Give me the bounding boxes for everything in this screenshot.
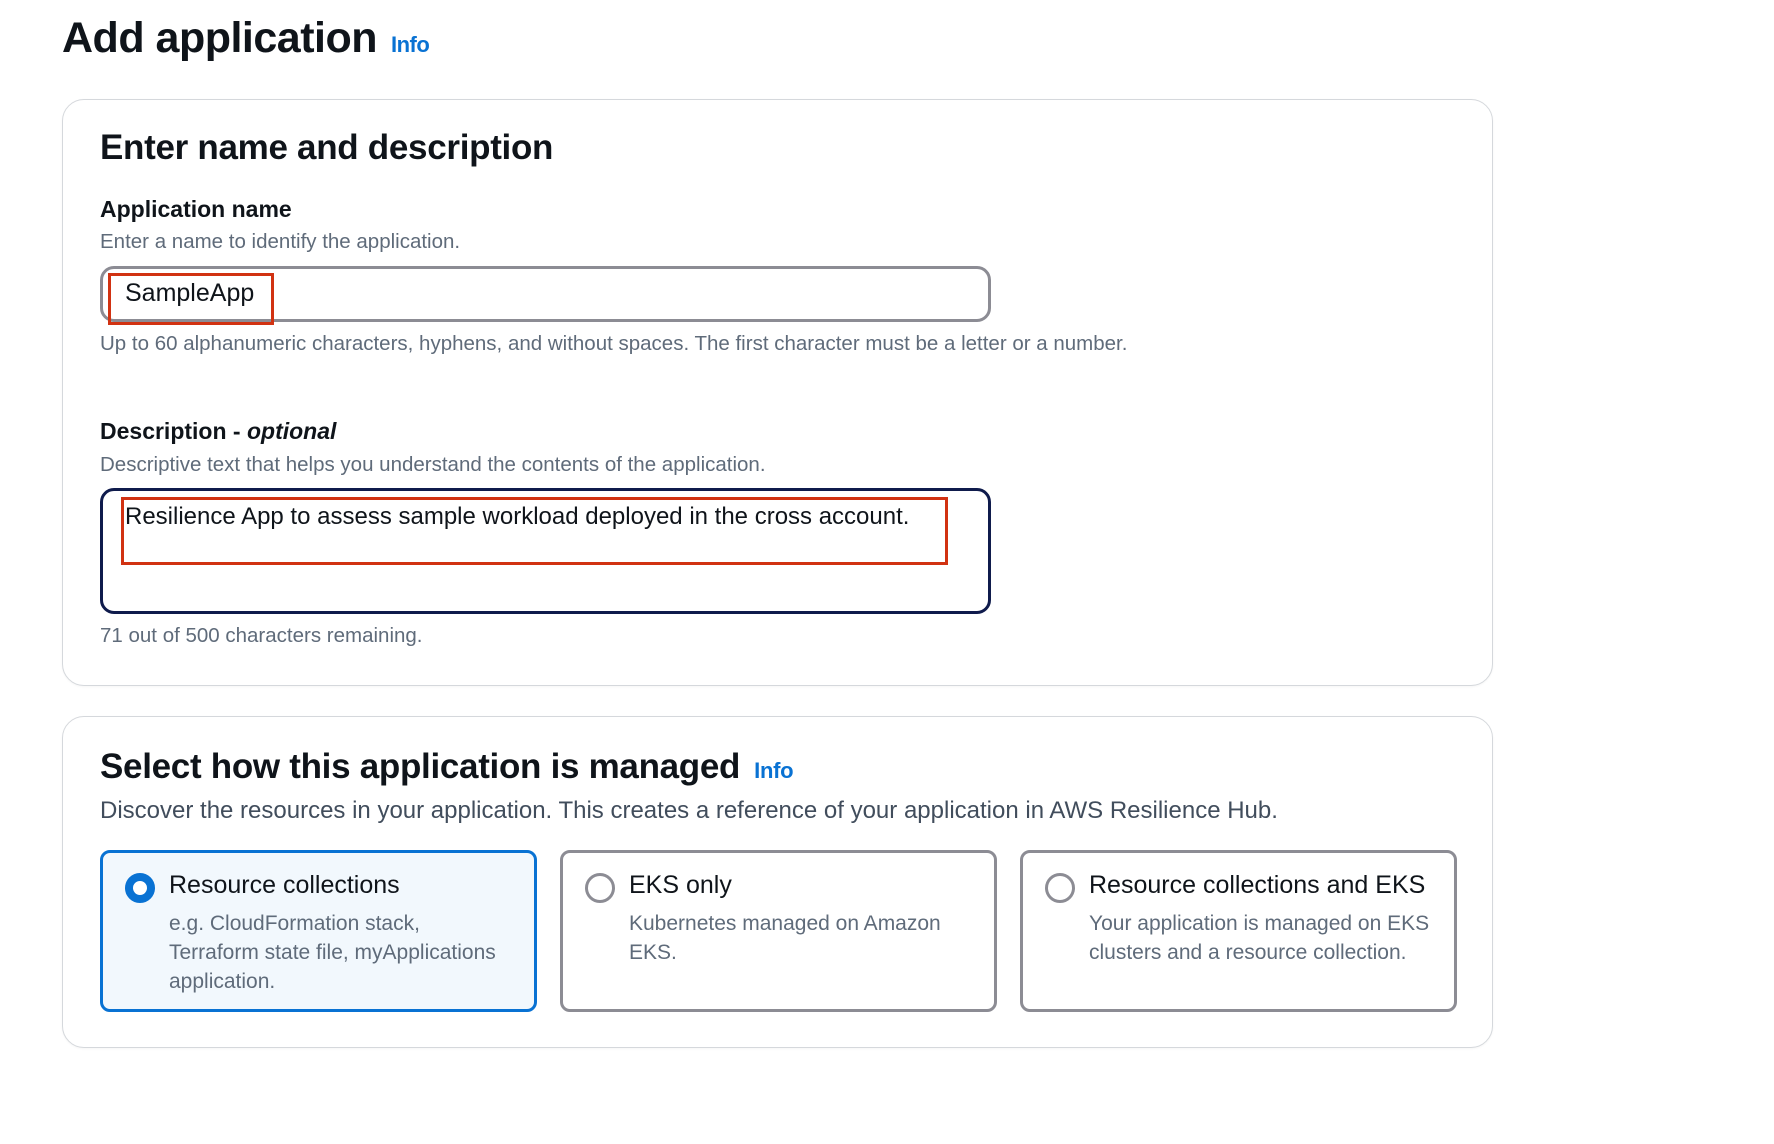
option-description: Your application is managed on EKS clusters and a resource collection. (1089, 912, 1430, 964)
character-counter: 71 out of 500 characters remaining. (100, 624, 423, 647)
radio-icon[interactable] (585, 873, 615, 903)
option-title: Resource collections and EKS (1089, 871, 1426, 899)
option-title: Resource collections (169, 871, 400, 899)
option-resource-collections[interactable] (100, 850, 537, 1012)
app-name-input[interactable]: SampleApp (100, 266, 991, 322)
description-label: Description - optional (100, 418, 337, 444)
option-eks-only[interactable] (560, 850, 997, 1012)
app-name-hint: Enter a name to identify the application. (100, 230, 461, 253)
option-description: Kubernetes managed on Amazon EKS. (629, 912, 941, 964)
highlight-box (108, 273, 274, 325)
page-title: Add application Info (62, 14, 430, 62)
radio-selected-icon[interactable] (125, 873, 155, 903)
app-name-constraint: Up to 60 alphanumeric characters, hyphens, and without spaces. The first character must be a letter or a number. (100, 332, 1128, 355)
option-description: e.g. CloudFormation stack, Terraform state file, myApplications application. (169, 912, 496, 993)
section-description: Discover the resources in your application. This creates a reference of your application in AWS Resilience Hub. (100, 797, 1278, 824)
info-link[interactable]: Info (754, 758, 794, 783)
highlight-box (121, 497, 948, 565)
option-resource-collections-and-eks[interactable] (1020, 850, 1457, 1012)
name-description-panel (62, 99, 1493, 686)
app-name-label: Application name (100, 196, 292, 222)
section-heading: Enter name and description (100, 128, 554, 167)
description-textarea[interactable]: Resilience App to assess sample workload deployed in the cross account. (100, 488, 991, 614)
management-panel (62, 716, 1493, 1048)
section-heading: Select how this application is managed Info (100, 747, 794, 786)
radio-icon[interactable] (1045, 873, 1075, 903)
info-link[interactable]: Info (391, 32, 430, 57)
description-hint: Descriptive text that helps you understand the contents of the application. (100, 453, 766, 476)
option-title: EKS only (629, 871, 732, 899)
